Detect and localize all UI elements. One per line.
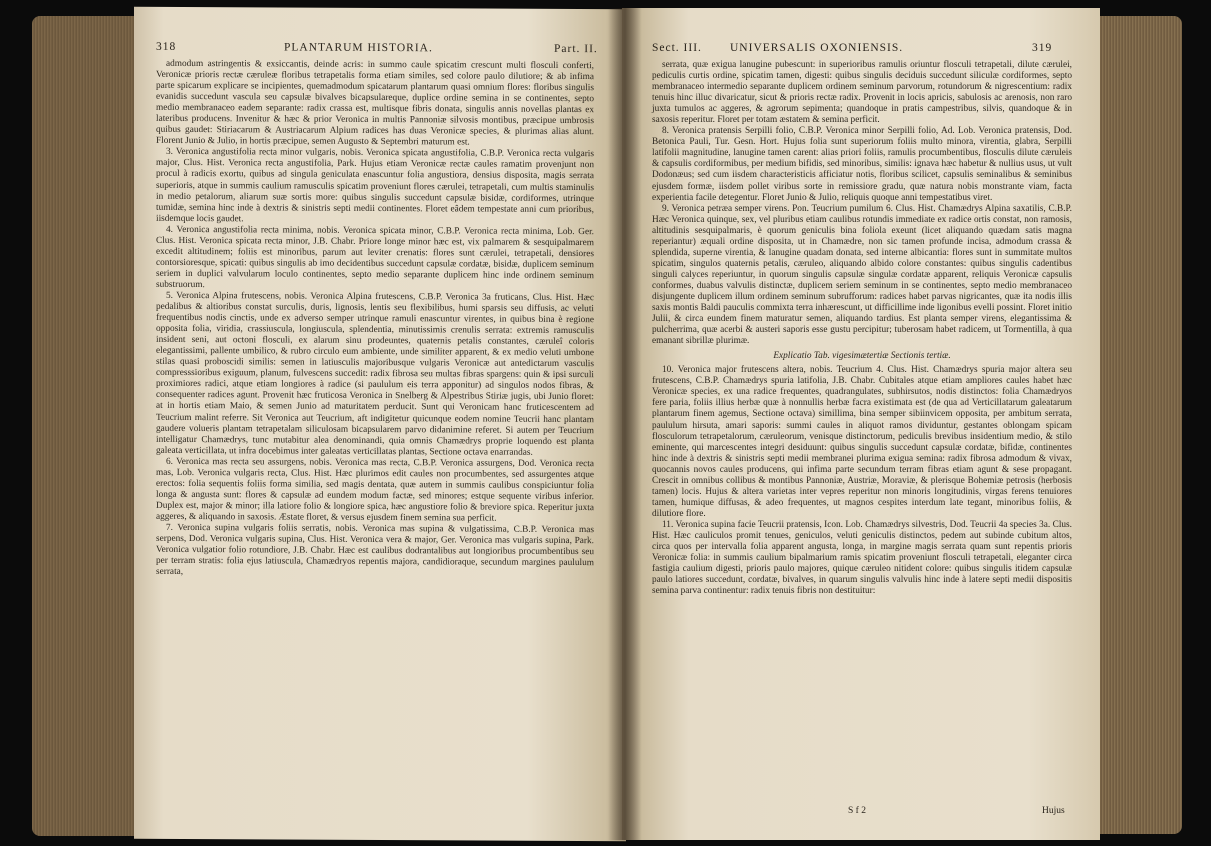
paragraph: 7. Veronica supina vulgaris foliis serratis, nobis. Veronica mas supina & vulgatissima, C.B.P. Veronica mas serpens, Dod. Veronica vulgaris supina, Clus. Hist. Veronica vera & major, Ger. Veronica mas vulgaris supina, Park. Veronica vulgatior folio rotundiore, J.B. Chabr. Hæc est caulibus dodrantalibus aut longioribus procumbentibus seu per terram stratis: folia ejus latiuscula, Chamædryos repentis majora, candidioraque, secundum margines paululum serrata, bbox=[156, 522, 594, 578]
open-book bbox=[32, 8, 1182, 838]
paragraph: serrata, quæ exigua lanugine pubescunt: in superioribus ramulis oriuntur flosculi tetrapetali, dilute cærulei, pediculis curtis ordine, spicatim tamen, digesti: quibus singulis deciduis succedunt siliculæ cordiformes, septo membranaceo intermedio separante duplicem ordinem seminum parvorum, rotundorum & nigrescentium: radix tenuis hinc illuc divaricatur, sicut & prioris rectæ radix. Provenit in locis apricis, sabulosis ac arenosis, non raro juxta tumulos ac aggeres, & agrorum sepimenta; quandoque in pratis campestribus, silvis, quandoque & in saxosis reperitur. Floret per totam æstatem & semina perficit. bbox=[652, 60, 1072, 126]
section-heading: Explicatio Tab. vigesimætertiæ Sectionis tertiæ. bbox=[773, 351, 951, 362]
left-page bbox=[134, 7, 626, 842]
paragraph: 10. Veronica major frutescens altera, nobis. Teucrium 4. Clus. Hist. Chamædrys spuria major altera seu frutescens, C.B.P. Chamædrys spuria latifolia, J.B. Chabr. Cubitales atque etiam ampliores caules habet hæc Veronicæ species, ex una radice frequentes, quadrangulates, subhirsutos, nodis distinctos: folia Chamædryos fere paria, foliis illius herbæ quæ à nonnullis herbæ facra existimata est (de qua ad Verticillatarum galeatarum plantarum finem agemus, Sectione octava) simillima, bina semper sibiinvicem opposita, per ambitum serrata, paululum hirsuta, amari saporis: summi caules in aliquot ramos dividuntur, gestantes oblongam spicam flosculorum tetrapetalorum, cæruleorum, venisque distinctorum, pediculis brevibus insidentium medio, & stilo eminente, qui marcescentes integri desiduunt: quibus singulis succedunt capsulæ cordatæ, bifidæ, continentes hinc inde à dextris & sinistris septi medii membranei plurima exigua semina: radix fibrosa admodum & vivax, quocannis novos caules producens, qui infima parte secundum terram fibras etiam agunt & sese propagant. Crescit in omnibus collibus & montibus Pannoniæ, Austriæ, Moraviæ, & plerisque Bohemiæ petrosis (herbosis tamen) locis. Hujus & altera varietas inter vepres reperitur non minoris longitudinis, virgas ferens tenuiores tamen, humique diffusas, & adeo frequentes, ut magnos cespites interdum late tegant, minoribus foliis, & dilutiore flore. bbox=[652, 365, 1072, 519]
paragraph: 8. Veronica pratensis Serpilli folio, C.B.P. Veronica minor Serpilli folio, Ad. Lob. Veronica pratensis, Dod. Betonica Pauli, Tur. Gesn. Hort. Hujus folia sunt superiorum foliis multo minora, virentia, glabra, Serpilli latifolii magnitudine, lanugine tamen carent: alias priori foliis, ramulis procumbentibus, flosculis dilute cæruleis & capsulis cordiformibus, per medium bifidis, sed minoribus, similis: ignava hæc habetur & nullius usus, ut vult Dodonæus; sed cum iisdem characteristicis afficiatur notis, floribus scilicet, capsulis seminalibus & seminibus ejusdem formæ, iisdem pollet viribus sorte in remissiore gradu, quæ natura nobis monstrante viam, facta experientia facile detegentur. Floret Junio & Julio, reliquis quoque anni tempestatibus viret. bbox=[652, 126, 1072, 203]
paragraph: 11. Veronica supina facie Teucrii pratensis, Icon. Lob. Chamædrys silvestris, Dod. Teucrii 4a species 3a. Clus. Hist. Hæc cauliculos promit tenues, geniculos, veluti geniculis distinctos, pedem aut subinde cubitum altos, circa quos per intervalla folia apparent angusta, longa, in margine magis serrata quam sunt repentis prioris Veronicæ folia: in summis caulium bipalmarium ramis spicatim proveniunt flosculi tetrapetali, eleganter circa fastigia caulium digesti, prioris paulo majores, quique cæruleo nitident colore: quibus singulis itidem capsulæ paulo latiores succedunt, cordatæ, bivalves, in quarum singulis valvulis hinc inde à latere septi medii dispositis semina parva continentur: radix tenuis fibris non destituitur: bbox=[652, 519, 1072, 597]
paragraph: admodum astringentis & exsiccantis, deinde acris: in summo caule spicatim crescunt multi flosculi conferti, Veronicæ prioris rectæ cæruleæ floribus tetrapetalis forma etiam similes, sed colore paulo dilutiore; & ab infima parte spicarum explicare se incipientes, quemadmodum spicatarum plantarum quasi omnium flores: floribus singulis evanidis succedunt vascula seu capsulæ bivalves bicapsulareque, duplice ordine semina in se continentes, septo medio membranaceo eadem separante: radix crassa est, multisque fibris donata, singulis annis novellas plantas ex lateribus producens. Invenitur & hæc & prior Veronica in multis Pannoniæ silvosis montibus, præcipue umbrosis quibus gaudet: Stiriacarum & Austriacarum Alpium radices has duas Veronicæ species, & plurimas alias alunt. Florent Junio & Julio, in hortis præcipue, semen Augusto & Septembri maturum est. bbox=[156, 58, 594, 148]
left-body-text bbox=[156, 59, 594, 829]
paragraph: 4. Veronica angustifolia recta minima, nobis. Veronica spicata minor, C.B.P. Veronica recta minima, Lob. Ger. Clus. Hist. Veronica spicata recta minor, J.B. Chabr. Priore longe minor hæc est, vix palmarem & sesquipalmarem excedit altitudinem; foliis est minoribus, parum aut leviter crenatis: flores sunt cærulei, tetrapetali, densiores contorsioresque, spicati: quibus singulis ab imo decidentibus succedunt capsulæ cordatæ, bisidæ, duplicem seminum seriem in duplici valvularum loculo continentes, septo medio separante duplicem hinc inde ordinem seminum substruorum. bbox=[156, 224, 594, 291]
left-part-label: Part. II. bbox=[554, 42, 598, 56]
right-body-text bbox=[652, 60, 1072, 800]
left-running-title: PLANTARUM HISTORIA. bbox=[284, 41, 433, 55]
paragraph: 6. Veronica mas recta seu assurgens, nobis. Veronica mas recta, C.B.P. Veronica assurgens, Dod. Veronica recta mas, Lob. Veronica vulgaris recta, Clus. Hist. Hæc plurimos edit caules non procumbentes, sed assurgentes atque erectos: folia sequentis foliis forma similia, sed magis dentata, quæ autem in summis caulibus conspiciuntur folia longa & angusta sunt: flores & capsulæ ad eundem modum factæ, sed minores; estque sequente viribus inferior. Duplex est, major & minor; illa latiore folio & longiore spica, hæc angustiore folio & breviore spica. Reperitur juxta aggeres, & aliquando in saxosis. Æstate floret, & versus ejusdem finem semina sua perficit. bbox=[156, 456, 594, 524]
signature-mark: S f 2 bbox=[848, 806, 866, 816]
right-page-number: 319 bbox=[1032, 42, 1053, 54]
catchword: Hujus bbox=[1042, 806, 1065, 816]
right-page bbox=[622, 8, 1100, 840]
left-page-number: 318 bbox=[156, 40, 177, 53]
paragraph: 5. Veronica Alpina frutescens, nobis. Veronica Alpina frutescens, C.B.P. Veronica 3a fruticans, Clus. Hist. Hæc pedalibus & altioribus constat surculis, duris, lignosis, lentis seu flexibilibus, humi sparsis seu diffusis, ac veluti frequentibus nodis cinctis, unde ex adverso semper utrinque ramuli enascuntur virentes, in quibus bina è regione opposita folia, viridia, crassiuscula, longiuscula, splendentia, minutissimis crenulis serrata: extremis ramusculis insident seni, aut octoni flosculi, ex alarum sinu prodeuntes, quaternis petalis constantes, cæruleî coloris elegantissimi, pallente umbilico, & rubro circulo eum ambiente, unde similiter apparent, & ex medio veluti umbone stilas quasi proboscidi similis: semen in latiusculis majoribusque vulgaris Veronicæ aut antedictarum vasculis compresssioribus exiguum, planum, fulvescens succedit: radix fibrosa seu multas fibras spargens: quin & ipsi surculi proximiores radici, atque etiam longiores à radice (si paululum eis terra apponitur) ad singulos nodos fibras, & consequenter radices agunt. Provenit hæc fruticosa Veronica in Snelberg & Alpestribus Stiriæ jugis, ubi Junio floret: at in hortis etiam Maio, & semen Junio ad maturitatem perducit. Sunt qui Veronicam hanc fruticescentem ad Teucrium malint referre. Sit Veronica aut Teucrium, aft indigitetur quicunque eodem nomine Teucrii hanc plantam gaudere volueris plantam tetrapetalam siliculosam bicapsularem parvo didanimine referet. Si autem per Teucrium intelligatur Chamædrys, tunc mutabitur alea denominandi, quia omnis Chamædrys proprie loquendo est planta galeata verticillata, ut infra docebimus inter galeatas verticillatas plantas, Sectione octava enarrandas. bbox=[156, 290, 594, 458]
right-running-title: UNIVERSALIS OXONIENSIS. bbox=[730, 42, 904, 54]
paragraph: 9. Veronica petræa semper virens. Pon. Teucrium pumilum 6. Clus. Hist. Chamædrys Alpina saxatilis, C.B.P. Hæc Veronica quinque, sex, vel pluribus etiam caulibus rotundis immediate ex radice ortis constat, non ramosis, altitudinis sesquipalmaris, è quorum geniculis bina foliola exeunt (licet aliquando quædam satis magna reperiantur) æquali ordine disposita, ut in Chamædre, non sic tamen profunde incisa, admodum crassa & splendida, superne virentia, & lanugine quadam donata, sed interne albicantia: flores sunt in summitate multos spicatim, singulos quaternis petalis, cæruleo, aliquando albido colore constantes: quibus singulis cadentibus singuli calyces reperiuntur, in quorum singulis capsulæ singulæ cordatæ apparent, reliquis Veronicæ capsulis conformes, duabus valvulis distinctæ, duplicem seriem seminum in se continentes, septo medio membranaceo disjungente duplicem illum ordinem seminum subrufforum: radices habet parvas nigricantes, quæ ita nodis illis saxis montis Baldi pauculis commixta terra inhærescunt, ut difficillime inde ligonibus evelli possint. Floret initio Julii, & circa eundem finem maturatur semen, aliquando tardius. Est planta semper virens, elegantissima & pulcherrima, quæ acerbi & austeri saporis esse gustu percipitur; tuberosam habet radicem, ut Tormentilla, à qua emanant sibrillæ plurimæ. bbox=[652, 203, 1072, 347]
right-section-label: Sect. III. bbox=[652, 42, 702, 54]
paragraph: 3. Veronica angustifolia recta minor vulgaris, nobis. Veronica spicata angustifolia, C.B.P. Veronica recta vulgaris major, Clus. Hist. Veronica recta angustifolia, Park. Hujus etiam Veronicæ rectæ caules ramatim provenjunt non procul à radicis exortu, quibus ad singula geniculata enascuntur folia angustiora, densius disposita, magis serrata superioris, atque in summis caulium ramusculis spicatim proveniunt flores cærulei, tetrapetali, cum multis staminulis in medio petalorum, aliarum suæ sortis more: quibus singulis succedunt capsulæ bisidæ, cordiformes, utrinque tumidæ, semina hinc inde à dextris & sinistris septi medii continentes. Floret eâdem tempestate anni cum prioribus, iisdemque locis gaudet. bbox=[156, 147, 594, 224]
